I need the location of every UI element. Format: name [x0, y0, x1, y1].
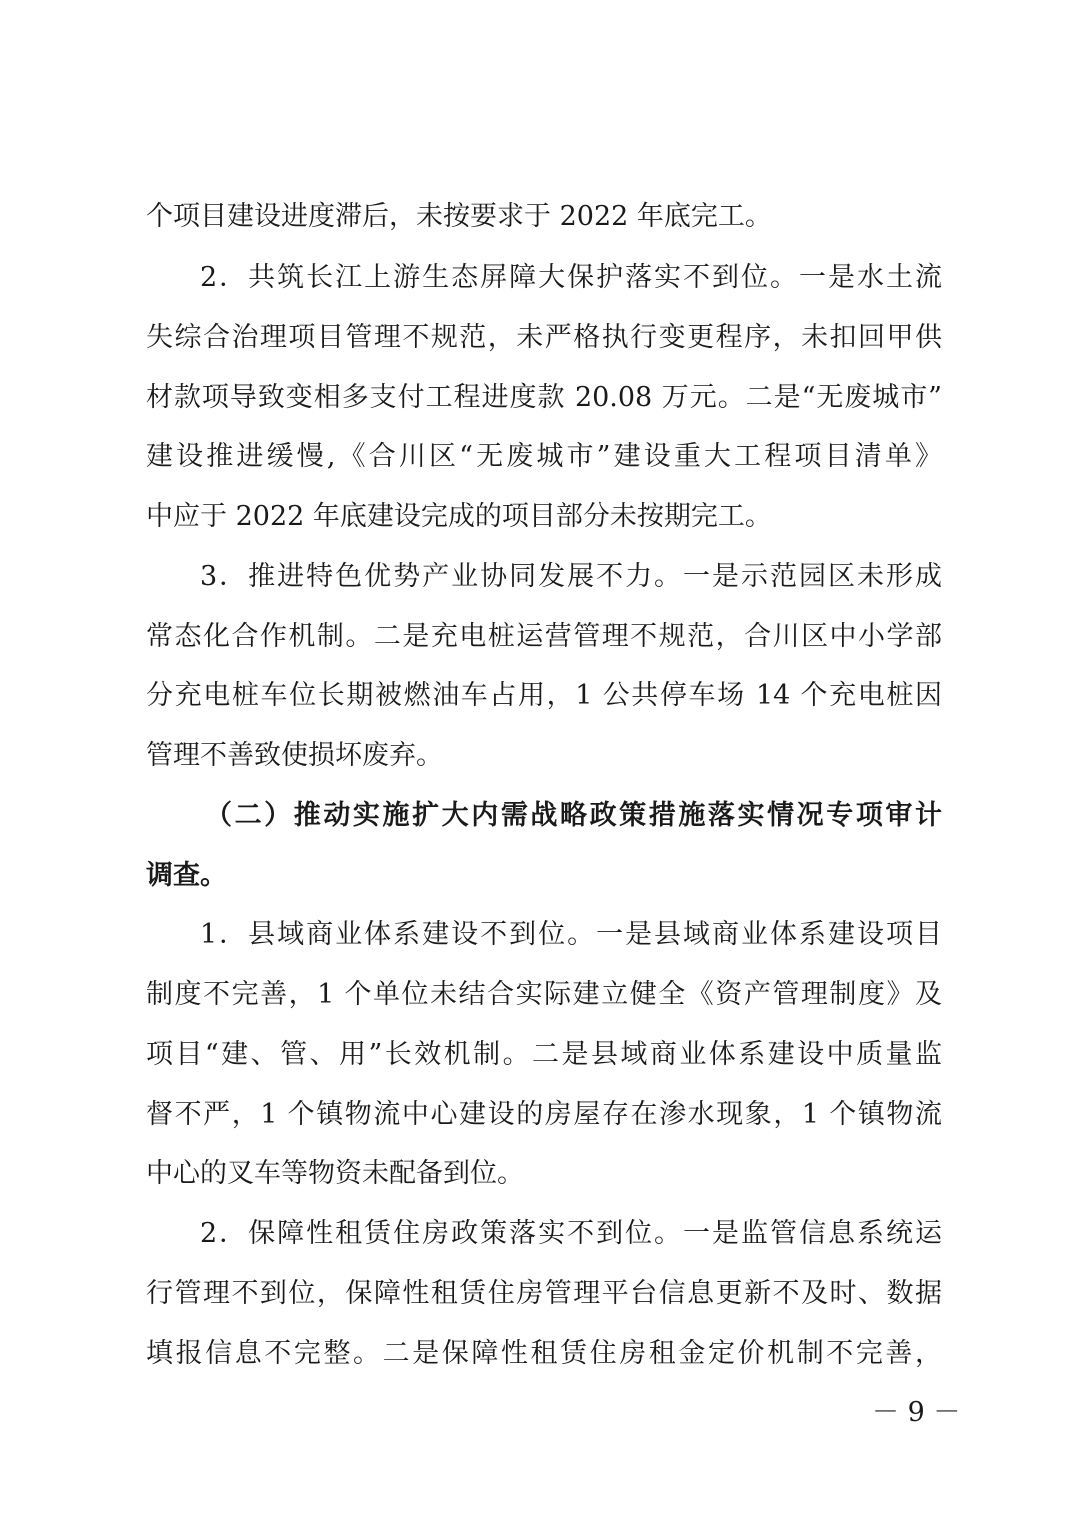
- section-heading-continuation: 调查。: [146, 860, 227, 891]
- body-text-line: 建设推进缓慢,《合川区“无废城市”建设重大工程项目清单》: [146, 441, 942, 472]
- body-text-line: 行管理不到位，保障性租赁住房管理平台信息更新不及时、数据: [146, 1278, 942, 1309]
- section-item-heading: 1．县域商业体系建设不到位。一是县域商业体系建设项目: [200, 919, 942, 950]
- body-text-line: 个项目建设进度滞后，未按要求于 2022 年底完工。: [146, 201, 772, 232]
- section-item-heading: 2．共筑长江上游生态屏障大保护落实不到位。一是水土流: [200, 262, 942, 293]
- body-text-line: 中心的叉车等物资未配备到位。: [146, 1158, 524, 1189]
- body-text-line: 督不严，1 个镇物流中心建设的房屋存在渗水现象，1 个镇物流: [146, 1099, 942, 1130]
- section-item-heading: 3．推进特色优势产业协同发展不力。一是示范园区未形成: [200, 561, 942, 592]
- section-heading: （二）推动实施扩大内需战略政策措施落实情况专项审计: [205, 800, 942, 831]
- body-text-line: 填报信息不完整。二是保障性租赁住房租金定价机制不完善，: [146, 1338, 942, 1369]
- body-text-line: 项目“建、管、用”长效机制。二是县域商业体系建设中质量监: [146, 1039, 942, 1070]
- body-text-line: 常态化合作机制。二是充电桩运营管理不规范，合川区中小学部: [146, 621, 942, 652]
- body-text-line: 管理不善致使损坏废弃。: [146, 740, 443, 771]
- body-text-line: 中应于 2022 年底建设完成的项目部分未按期完工。: [146, 501, 772, 532]
- body-text-line: 制度不完善，1 个单位未结合实际建立健全《资产管理制度》及: [146, 979, 942, 1010]
- body-text-line: 分充电桩车位长期被燃油车占用，1 公共停车场 14 个充电桩因: [146, 680, 942, 711]
- page-number: － 9 －: [872, 1397, 961, 1428]
- body-text-line: 材款项导致变相多支付工程进度款 20.08 万元。二是“无废城市”: [146, 382, 942, 413]
- section-item-heading: 2．保障性租赁住房政策落实不到位。一是监管信息系统运: [200, 1218, 942, 1249]
- body-text-line: 失综合治理项目管理不规范，未严格执行变更程序，未扣回甲供: [146, 322, 942, 353]
